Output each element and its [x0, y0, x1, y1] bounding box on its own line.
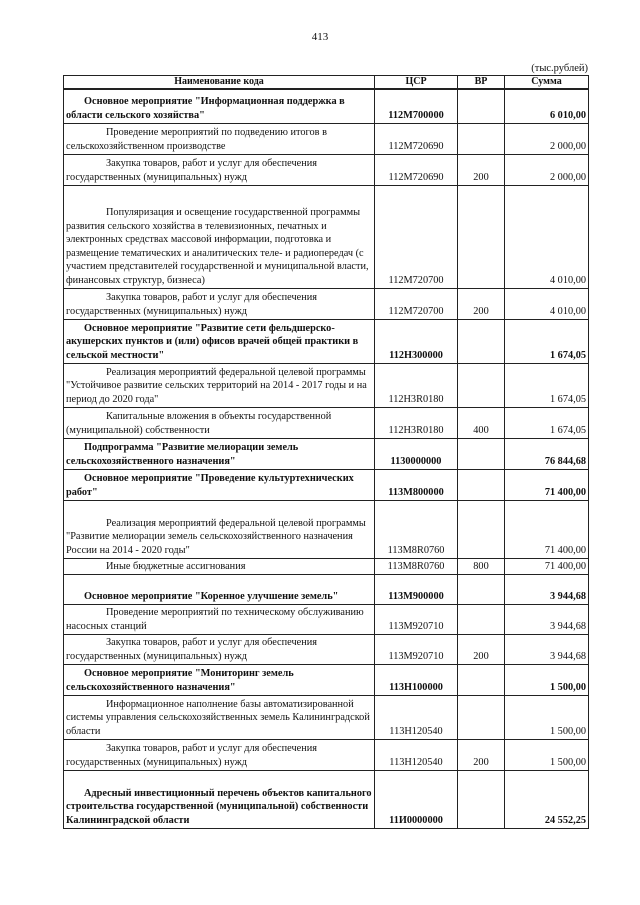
- table-row: [64, 634, 589, 664]
- row-name: Основное мероприятие "Развитие сети фельдшерско-акушерских пунктов и (или) офисов врачей общей практики в сельской местности": [66, 322, 359, 361]
- row-name-cell: [64, 664, 375, 695]
- row-name: Закупка товаров, работ и услуг для обеспечения государственных (муниципальных) нужд: [66, 292, 317, 317]
- table-row: [64, 154, 589, 185]
- table-row: [64, 500, 589, 558]
- header-sum: Сумма: [505, 76, 589, 90]
- row-vr: 200: [458, 739, 505, 770]
- row-name: Иные бюджетные ассигнования: [106, 560, 246, 572]
- table-row: [64, 574, 589, 604]
- row-sum: 71 400,00: [505, 558, 589, 574]
- header-name: Наименование кода: [64, 76, 375, 90]
- row-sum: 1 674,05: [505, 319, 589, 363]
- row-csr: 112М720700: [375, 288, 458, 319]
- row-csr: 112М700000: [375, 89, 458, 123]
- row-csr: 113Н100000: [375, 664, 458, 695]
- row-name-cell: [64, 574, 375, 604]
- row-vr: [458, 363, 505, 407]
- row-name: Проведение мероприятий по подведению итогов в сельскохозяйственном производстве: [66, 127, 327, 152]
- row-vr: [458, 319, 505, 363]
- row-csr: 1130000000: [375, 438, 458, 469]
- row-name-cell: [64, 469, 375, 500]
- row-name: Реализация мероприятий федеральной целевой программы "Устойчивое развитие сельских территорий на 2014 - 2017 годы и на период до 2020 года": [66, 366, 367, 405]
- row-vr: [458, 770, 505, 828]
- row-csr: 112М720700: [375, 185, 458, 288]
- row-vr: [458, 574, 505, 604]
- row-sum: 1 674,05: [505, 407, 589, 438]
- row-vr: [458, 185, 505, 288]
- table-row: [64, 407, 589, 438]
- row-name-cell: [64, 634, 375, 664]
- row-sum: 1 500,00: [505, 664, 589, 695]
- row-name: Закупка товаров, работ и услуг для обеспечения государственных (муниципальных) нужд: [66, 743, 317, 768]
- row-csr: 112Н3R0180: [375, 407, 458, 438]
- row-name-cell: [64, 604, 375, 634]
- row-sum: 1 500,00: [505, 739, 589, 770]
- row-name-cell: [64, 739, 375, 770]
- row-vr: [458, 664, 505, 695]
- table-row: [64, 469, 589, 500]
- table-row: [64, 89, 589, 123]
- table-row: [64, 739, 589, 770]
- row-sum: 2 000,00: [505, 154, 589, 185]
- row-name-cell: [64, 500, 375, 558]
- row-csr: 112М720690: [375, 123, 458, 154]
- row-vr: [458, 500, 505, 558]
- row-sum: 2 000,00: [505, 123, 589, 154]
- row-name-cell: [64, 185, 375, 288]
- row-name-cell: [64, 288, 375, 319]
- row-vr: [458, 695, 505, 739]
- table-row: [64, 604, 589, 634]
- row-sum: 71 400,00: [505, 469, 589, 500]
- row-csr: 113М8R0760: [375, 500, 458, 558]
- header-vr: ВР: [458, 76, 505, 90]
- row-name-cell: [64, 770, 375, 828]
- row-csr: 113М900000: [375, 574, 458, 604]
- row-sum: 76 844,68: [505, 438, 589, 469]
- row-name-cell: [64, 89, 375, 123]
- row-name: Капитальные вложения в объекты государственной (муниципальной) собственности: [66, 411, 332, 436]
- row-vr: [458, 438, 505, 469]
- table-row: [64, 664, 589, 695]
- row-sum: 3 944,68: [505, 574, 589, 604]
- row-vr: [458, 89, 505, 123]
- table-row: [64, 438, 589, 469]
- row-vr: [458, 469, 505, 500]
- row-name: Проведение мероприятий по техническому обслуживанию насосных станций: [66, 607, 364, 632]
- row-name-cell: [64, 319, 375, 363]
- row-sum: 3 944,68: [505, 604, 589, 634]
- row-name-cell: [64, 695, 375, 739]
- row-csr: 112Н300000: [375, 319, 458, 363]
- row-name: Основное мероприятие "Коренное улучшение земель": [84, 590, 339, 602]
- row-csr: 113М800000: [375, 469, 458, 500]
- row-vr: [458, 123, 505, 154]
- row-sum: 71 400,00: [505, 500, 589, 558]
- row-sum: 3 944,68: [505, 634, 589, 664]
- row-name: Информационное наполнение базы автоматизированной системы управления сельскохозяйственных земель Калининградской области: [66, 698, 370, 737]
- row-sum: 1 674,05: [505, 363, 589, 407]
- row-vr: [458, 604, 505, 634]
- row-sum: 1 500,00: [505, 695, 589, 739]
- row-csr: 112Н3R0180: [375, 363, 458, 407]
- row-csr: 113М920710: [375, 604, 458, 634]
- table-row: [64, 319, 589, 363]
- budget-table: [63, 75, 589, 829]
- row-csr: 113Н120540: [375, 739, 458, 770]
- table-header-row: [64, 76, 589, 90]
- table-body: [64, 89, 589, 828]
- row-vr: 400: [458, 407, 505, 438]
- row-vr: 200: [458, 288, 505, 319]
- row-name: Адресный инвестиционный перечень объектов капитального строительства государственной (муниципальной) собственности Калининградской области: [66, 787, 372, 826]
- table-row: [64, 123, 589, 154]
- table-row: [64, 363, 589, 407]
- header-csr: ЦСР: [375, 76, 458, 90]
- row-vr: 800: [458, 558, 505, 574]
- row-sum: 24 552,25: [505, 770, 589, 828]
- row-name-cell: [64, 558, 375, 574]
- row-name: Подпрограмма "Развитие мелиорации земель сельскохозяйственного назначения": [66, 442, 299, 467]
- row-name: Популяризация и освещение государственной программы развития сельского хозяйства в телевизионных, печатных и электронных средствах массовой информации, подготовка и размещение тематических и аналитических теле- и радиопередач (с участием представителей государственной и муниципальной власти, финансовых структур, бизнеса): [66, 206, 369, 286]
- row-csr: 113М8R0760: [375, 558, 458, 574]
- row-csr: 112М720690: [375, 154, 458, 185]
- row-name-cell: [64, 438, 375, 469]
- page-number: 413: [311, 31, 329, 43]
- table-row: [64, 695, 589, 739]
- row-sum: 4 010,00: [505, 288, 589, 319]
- row-name-cell: [64, 154, 375, 185]
- row-vr: 200: [458, 154, 505, 185]
- row-name-cell: [64, 363, 375, 407]
- table-row: [64, 558, 589, 574]
- units-note: (тыс.рублей): [531, 63, 588, 74]
- row-name: Закупка товаров, работ и услуг для обеспечения государственных (муниципальных) нужд: [66, 158, 317, 183]
- row-name: Основное мероприятие "Мониторинг земель сельскохозяйственного назначения": [66, 668, 294, 693]
- row-csr: 11И0000000: [375, 770, 458, 828]
- row-name: Основное мероприятие "Информационная поддержка в области сельского хозяйства": [66, 96, 345, 121]
- row-name: Основное мероприятие "Проведение культуртехнических работ": [66, 473, 354, 498]
- row-name-cell: [64, 407, 375, 438]
- row-csr: 113Н120540: [375, 695, 458, 739]
- table-row: [64, 288, 589, 319]
- row-name: Реализация мероприятий федеральной целевой программы "Развитие мелиорации земель сельскохозяйственного назначения России на 2014 - 2020 годы": [66, 517, 366, 556]
- row-sum: 4 010,00: [505, 185, 589, 288]
- table-row: [64, 185, 589, 288]
- row-name-cell: [64, 123, 375, 154]
- row-sum: 6 010,00: [505, 89, 589, 123]
- table-row: [64, 770, 589, 828]
- row-vr: 200: [458, 634, 505, 664]
- row-name: Закупка товаров, работ и услуг для обеспечения государственных (муниципальных) нужд: [66, 637, 317, 662]
- row-csr: 113М920710: [375, 634, 458, 664]
